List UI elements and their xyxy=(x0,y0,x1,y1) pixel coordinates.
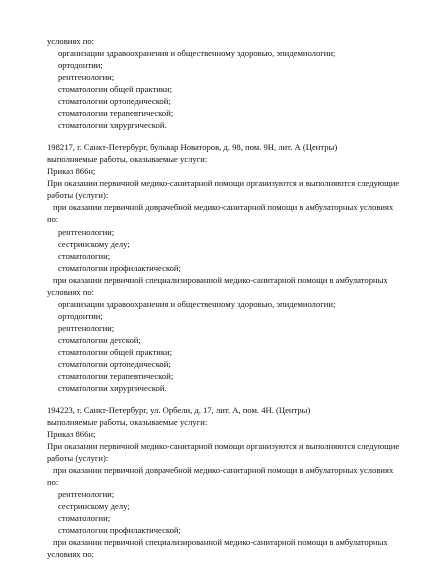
list-item: стоматологии общей практики; xyxy=(58,347,172,357)
list-item: ортодонтии; xyxy=(58,311,103,321)
list-item: стоматологии хирургической. xyxy=(58,120,167,130)
text-line: условиях по: xyxy=(47,36,95,46)
text-line: при оказании первичной специализированной медико-санитарной помощи в амбулаторных xyxy=(53,275,388,285)
text-line: При оказании первичной медико-санитарной помощи организуются и выполняются следующие xyxy=(47,441,400,451)
text-line: выполняемые работы, оказываемые услуги: xyxy=(47,154,208,164)
address-heading: 194223, г. Санкт-Петербург, ул. Орбели, д. 17, лит. А, пом. 4Н. (Центры) xyxy=(47,405,311,415)
text-line: при оказании первичной доврачебной медико-санитарной помощи в амбулаторных условиях xyxy=(53,465,394,475)
list-item: стоматологии детской; xyxy=(58,335,141,345)
text-line: При оказании первичной медико-санитарной помощи организуются и выполняются следующие xyxy=(47,178,400,188)
text-line: условиях по: xyxy=(47,287,95,297)
text-line: по: xyxy=(47,477,59,487)
list-item: стоматологии хирургической. xyxy=(58,383,167,393)
text-line: условиях по: xyxy=(47,549,95,559)
list-item: стоматологии терапевтической; xyxy=(58,371,174,381)
list-item: стоматологии общей практики; xyxy=(58,84,172,94)
list-item: стоматологии терапевтической; xyxy=(58,108,174,118)
list-item: рентгенологии; xyxy=(58,227,115,237)
list-item: стоматологии; xyxy=(58,513,111,523)
text-line: Приказ 866н; xyxy=(47,429,96,439)
list-item: организации здравоохранения и общественному здоровью, эпидемиологии; xyxy=(58,48,336,58)
list-item: рентгенологии; xyxy=(58,323,115,333)
list-item: сестринскому делу; xyxy=(58,239,130,249)
text-line: Приказ 866н; xyxy=(47,166,96,176)
list-item: рентгенологии; xyxy=(58,72,115,82)
text-line: работы (услуги): xyxy=(47,453,109,463)
list-item: организации здравоохранения и общественному здоровью, эпидемиологии; xyxy=(58,299,336,309)
list-item: рентгенологии; xyxy=(58,489,115,499)
list-item: стоматологии; xyxy=(58,251,111,261)
text-line: при оказании первичной специализированной медико-санитарной помощи в амбулаторных xyxy=(53,537,388,547)
list-item: стоматологии профилактической; xyxy=(58,263,181,273)
text-line: по: xyxy=(47,214,59,224)
text-line: работы (услуги): xyxy=(47,190,109,200)
list-item: стоматологии ортопедической; xyxy=(58,96,171,106)
list-item: ортодонтии; xyxy=(58,60,103,70)
list-item: сестринскому делу; xyxy=(58,501,130,511)
text-line: выполняемые работы, оказываемые услуги: xyxy=(47,417,208,427)
address-heading: 198217, г. Санкт-Петербург, бульвар Новаторов, д. 98, пом. 9Н, лит. А (Центры) xyxy=(47,142,338,152)
list-item: стоматологии профилактической; xyxy=(58,525,181,535)
text-line: при оказании первичной доврачебной медико-санитарной помощи в амбулаторных условиях xyxy=(53,202,394,212)
list-item: стоматологии ортопедической; xyxy=(58,359,171,369)
